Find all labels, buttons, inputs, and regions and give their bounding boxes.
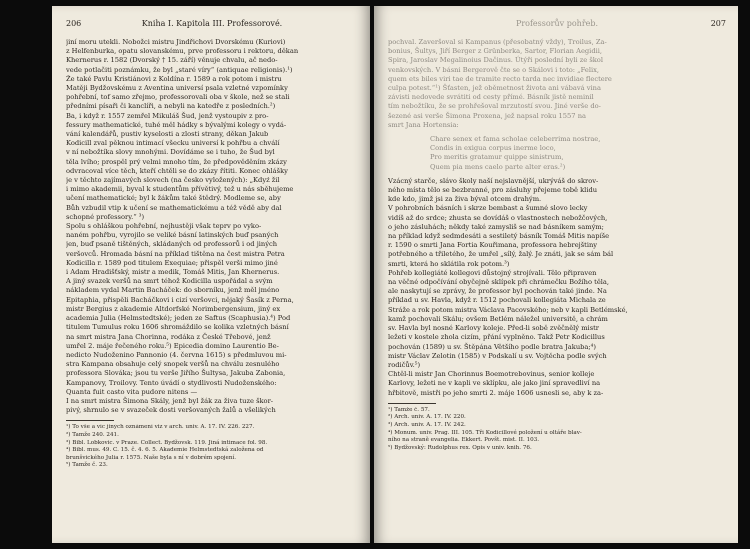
text-line: i mimo akademii, byval k studentům přívětivý, tež u nás sběhujeme <box>66 185 294 194</box>
text-line: nákladem vydal Martin Bacháček: do sborníku, jenž měl jméno <box>66 286 280 295</box>
text-line: Kodicill zval pěknou intimací všecku universí k pohřbu a chválí <box>66 139 280 148</box>
text-line: odvracoval více těch, kteří chtěli se do zkázy řítiti. Konec ohlášky <box>66 166 288 175</box>
text-line: je v těchto zajímavých slovech (na česko vyložených): „Kdyź žil <box>66 176 280 185</box>
footnote: ³) Arch. univ. A. 17. IV. 242. <box>388 421 466 428</box>
text-line: naném pohřbu, vyrojilo se veliké básní latinských buď psaných <box>66 231 279 240</box>
text-line: schopné professory.“ ³) <box>66 212 145 221</box>
text-line: Že také Pavlu Kristiánovi z Koldína r. 1589 a rok potom i mistru <box>66 74 282 83</box>
text-line: rodičův.⁵) <box>388 360 421 369</box>
footnote: brunšvického Julia r. 1575. Naše byla s ní v dobrém spojení. <box>66 454 237 461</box>
poem-line: Quem pia mens caelo parte alter eras.²) <box>430 162 566 171</box>
text-line: V pohrobních básních i skrze bembast a šumné slovo lecky <box>388 204 588 213</box>
right-footnotes <box>388 407 726 453</box>
text-line: ale naskytují se zprávy, že professor byl pochován také jinde. Na <box>388 287 607 296</box>
text-line: academia Julia (Helmstedtské); jeden ze Saftus (Scaphusia).⁴) Pod <box>66 314 291 323</box>
text-line: pochval. Zaveršoval si Kampanus (přesobatný vždy), Troilus, Za- <box>388 38 607 46</box>
text-line: titulem Tumulus roku 1606 shromáždilo se kolika vzletných básní <box>66 323 289 332</box>
right-page-text-bottom <box>388 177 726 398</box>
text-line: jen, buď psaně tištěných, skládaných od professorů i od jiných <box>66 240 278 249</box>
text-line: těla lvího; prospěl prý velmi mnoho tím, že předpověděním zkázy <box>66 157 287 166</box>
text-line: pivý, shrnulo se v svazeček dosti veršovaných žalů a všelikých <box>66 406 276 415</box>
text-line: veršovců. Hromada básní na příklad tištěna na čest mistra Petra <box>66 249 285 258</box>
text-line: pochován (1589) u sv. Štěpána Většího podle bratra Jakuba;⁴) <box>388 342 596 351</box>
footnote: ⁵) Bydžovský: Rudolphus rex. Opis v univ. knih. 76. <box>388 444 532 451</box>
left-page-body <box>66 38 358 470</box>
text-line: smrt Jana Hortensia: <box>388 120 459 129</box>
text-line: závisti nedovede svrátiti od cesty přímé. Básník jistě neminil <box>388 93 594 102</box>
text-line: ležeti v kostele zhola cizím, přání vyplněno. Takž Petr Kodicillus <box>388 333 605 342</box>
left-footnote-rule <box>66 420 114 421</box>
text-line: Kampanovy, Troilovy. Tento úvádí o stydlivosti Nudoženského: <box>66 378 277 387</box>
text-line: mistr Bergius z akademie Altdorfské Norimbergensium, jiný ex <box>66 304 281 313</box>
text-line: venkovských. V básni Bergerově čte se o Skálovi i toto: „Felix, <box>388 65 600 74</box>
footnote: ¹) To vše a víc jiných oznámení viz v arch. univ. A. 17. IV. 226. 227. <box>66 424 255 431</box>
footnote: ³) Bibl. Lobkovic. v Praze. Collect. Bydžovsk. 119. Jiná intimace fol. 98. <box>66 439 268 446</box>
left-page-number: 206 <box>66 19 82 28</box>
right-footnote-rule <box>388 403 436 404</box>
text-line: potřebného a třiletého, že umřel „sílý, žalý. Je znáti, jak se sám bál <box>388 250 614 259</box>
left-page <box>52 6 370 543</box>
right-page-poem <box>388 135 726 172</box>
text-line: šezené asi verše Šimona Proxena, jež napsal roku 1557 na <box>388 111 586 120</box>
poem-line: Chare senex et fama scholae celeberrima nostrae, <box>430 135 601 144</box>
right-page-number: 207 <box>710 19 726 28</box>
text-line: Quanta fuit casto vita pudore nitens — <box>66 387 198 396</box>
right-page <box>374 6 738 543</box>
footnote: ²) Tamže 240. 241. <box>66 431 119 438</box>
text-line: Spolu s ohláškou pohřební, nejhustěji však teprv po vyko- <box>66 222 262 231</box>
footnote: ⁵) Tamže č. 23. <box>66 462 108 469</box>
text-line: na příklad když sedmdesáti a sestiletý básník Tomáš Mitis napíše <box>388 232 610 241</box>
poem-line: Condis in exigua corpus inerme loco, <box>430 144 556 153</box>
text-line: sv. Havla byl nosné Karlovy koleje. Před-li sobě zvěčnělý mistr <box>388 324 600 333</box>
text-line: Matěji Bydžovskému z Aventina universí psala vzletné vzpomínky <box>66 84 288 93</box>
text-line: quem ets biles viri tae de tramite recto tarda nec invidiae flectere <box>388 74 612 83</box>
text-line: stra Kampana obsahuje celý snopek veršů na chválu zesnulého <box>66 360 280 369</box>
footnote: ⁴) Monum. univ. Prag. III. 105. Tři Kodicillové položení u oltáře blav- <box>388 429 582 436</box>
left-running-title: Kniha I. Kapitola III. Professorové. <box>141 19 283 28</box>
text-line: ného místa tělo se bezbranné, pro zásluhy přejeme tobě klidu <box>388 186 598 195</box>
text-line: Stráže a rok potom mistra Václava Pacovského; neb v kapli Betlémské, <box>388 305 628 314</box>
text-line: Karlovy, ležeti ne v kapli ve sklípku, ale jako jiní spravedliví na <box>388 379 601 388</box>
text-line: vání kalendářů, pustiv kyselosti a zlosti strany, děkan Jakub <box>66 130 269 139</box>
text-line: předními písaři či kanclíři, a nebyli na katedře z posledních.²) <box>66 102 276 111</box>
footnote: ⁴) Bibl. mus. 49. C. 15. č. 4. 6. 5. Akademie Helmstedtská založena od <box>66 447 264 454</box>
text-line: pohřební, tof samo zřejmo, professorovali oba v škole, než se stali <box>66 93 290 102</box>
text-line: i Adam Hradišťský, mistr a medik, Tomáš Mitis, Jan Khernerus. <box>66 268 280 277</box>
text-line: příklad u sv. Havla, když r. 1512 pochovali kollegiáta Michala ze <box>388 296 606 305</box>
text-line: Kodicilla r. 1589 pod titulem Exequiae; přispěl verši mimo jiné <box>66 258 278 267</box>
text-line: Chtěl-li mistr Jan Chorinnus Boemotrebovinus, senior kolleje <box>388 370 595 379</box>
text-line: na věčné odpočívání obyčejně sklípek při chrámečku Božího těla, <box>388 278 610 287</box>
text-line: kamž pochovali Skálu; ovšem Betlém náležel universitě, a chrám <box>388 314 608 323</box>
text-line: I na smrt mistra Šimona Skály, jenž byl žák za živa tuze škor- <box>66 396 274 405</box>
left-footnotes <box>66 424 358 470</box>
text-line: A jiný svazek veršů na smrt téhož Kodicilla uspořádal a svým <box>66 277 273 286</box>
text-line: Bůh vzbudil vtip k učení se mathematickému a též vědě aby dal <box>66 203 282 212</box>
text-line: Pohřeb kollegiáté kollegovi důstojný strojívali. Tělo připraven <box>388 268 597 277</box>
text-line: umřel 2. máje řečeného roku.⁵) Epicedia domino Laurentio Be- <box>66 341 279 350</box>
right-page-body <box>388 38 726 452</box>
text-line: professora Slováka; jsou tu verše Jiřího Šultysa, Jakuba Zabonia, <box>66 369 286 378</box>
right-page-text-top <box>388 38 726 130</box>
text-line: nedicto Nudoženino Pannonio (4. června 1615) s předmluvou mi- <box>66 350 287 359</box>
text-line: tím nebožtíku, že se prohřešoval mrzutostí svou. Jiné verše do- <box>388 102 601 111</box>
text-line: bonius, Šultys, Jiří Berger z Grünberka, Sartor, Florian Aegidii, <box>388 47 603 56</box>
text-line: o jeho zásluhách; někdy také zamysliš se nad básníkem samým; <box>388 222 604 231</box>
text-line: r. 1590 o smrti Jana Fortia Kouřimana, professora hebrejštiny <box>388 241 598 250</box>
left-page-text <box>66 38 358 415</box>
left-page-header <box>66 19 358 29</box>
text-line: vidíš až do srdce; zhusta se dovídáš o vlastnostech nebožčových, <box>388 213 608 222</box>
footnote: ²) Arch. univ. A. 17. IV. 220. <box>388 414 466 421</box>
footnote: ního na straně evangelia. Ekkert. Povšt. mist. II. 103. <box>388 437 540 444</box>
text-line: culpa potest.“¹) Šťasten, jež oběmetnost života ani vábavá vina <box>388 84 601 93</box>
text-line: Khernerus r. 1582 (Dvorský † 15. září) věnuje chvalu, ač nedo- <box>66 56 278 65</box>
text-line: na smrt mistra Jana Chorinna, rodáka z České Třebové, jenž <box>66 332 271 341</box>
right-running-title: Professorův pohřeb. <box>515 19 599 28</box>
text-line: fessury mathematické, tuhé měl hádky s bývalými kolegy o vydá- <box>66 120 287 129</box>
text-line: kde kdo, jimž jsi za živa býval otcem drahým. <box>388 195 542 204</box>
poem-line: Pro meritis gratamur quippe sinistrum, <box>430 153 564 162</box>
text-line: jiní moru utekli. Nobožci mistru Jindřichovi Dvorskému (Kuriovi) <box>66 38 286 46</box>
text-line: Epitaphia, přispěli Bacháčkovi i cizí veršovci, nějaký Šasík z Perna, <box>66 295 294 304</box>
text-line: Spira, Jaroslav Megalinoius Dačinus. Útýři poslední byli ze škol <box>388 56 603 65</box>
text-line: učení mathematické; byl k žákům také štědrý. Modleme se, aby <box>66 194 281 203</box>
text-line: hřbitově, mistři po jeho smrti 2. máje 1606 usnesli se, aby k za- <box>388 388 604 397</box>
text-line: vede potlačiti poznámku, že byl „staré víry“ (antiquae religionis).¹) <box>66 65 293 74</box>
text-line: z Helfenburka, opatu slovanskému, prve professoru i rektoru, děkan <box>66 47 299 56</box>
footnote: ¹) Tamže č. 57. <box>388 406 430 413</box>
text-line: Ba, i když r. 1557 zemřel Mikuláš Šud, jenž vystoupiv z pro- <box>66 111 269 120</box>
right-page-header <box>388 19 726 29</box>
text-line: v ní nebožtíka slovy mnohými. Dovídáme se i tuho, že Šud byl <box>66 148 275 157</box>
text-line: Vzácný starče, slávo školy naší nejslavnější, ukrýváš do skrov- <box>388 176 599 185</box>
text-line: mistr Václav Zelotin (1585) v Podskalí u sv. Vojtěcha podle svých <box>388 351 607 360</box>
text-line: smrti, která ho sklátila rok potom.³) <box>388 259 510 268</box>
